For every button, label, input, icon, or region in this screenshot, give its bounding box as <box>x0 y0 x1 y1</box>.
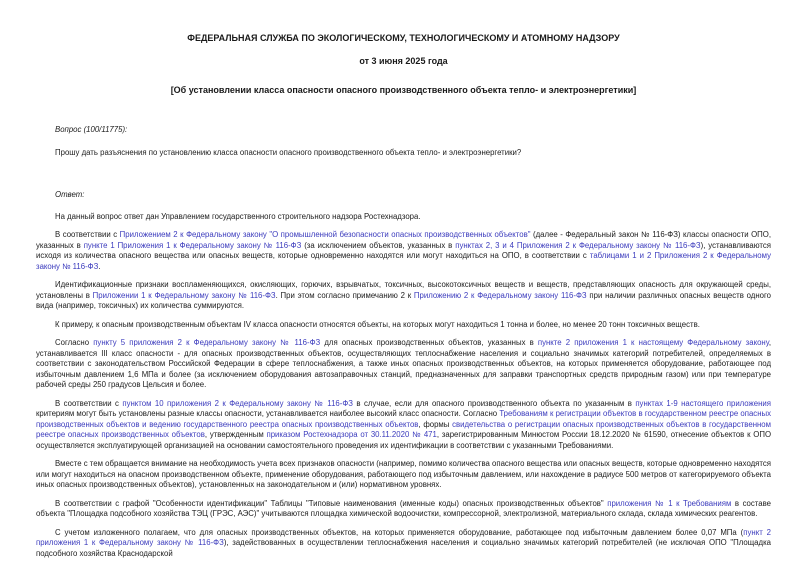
paragraph-text: Идентификационные признаки воспламеняющихся, окисляющих, горючих, взрывчатых, токсичных, высокотоксичных веществ и веществ, представляющих опасность для окружающей среды, установлены в <box>36 280 771 300</box>
paragraph-text: В соответствии с <box>55 398 123 408</box>
legal-reference-link[interactable]: пункт 2 приложения 1 к Федеральному закону № 116-ФЗ <box>36 527 772 547</box>
paragraph-text: для опасных производственных объектов, указанных в <box>320 338 538 347</box>
paragraph-text: В соответствии с <box>55 230 120 239</box>
question-label: Вопрос (100/11775): <box>55 125 128 134</box>
legal-reference-link[interactable]: пунктах 1-9 настоящего приложения <box>635 398 771 408</box>
paragraph-text: На данный вопрос ответ дан Управлением государственного строительного надзора Ростехнадзора. <box>55 211 421 221</box>
legal-reference-link[interactable]: Требованиям к регистрации объектов в государственном реестре опасных производственных объектов и ведению государственного реестра опасных производственных объектов <box>36 409 772 429</box>
document-title: [Об установлении класса опасности опасного производственного объекта тепло- и электроэнергетики] <box>170 85 637 95</box>
legal-reference-link[interactable]: таблицами 1 и 2 Приложения 2 к Федеральному закону № 116-ФЗ <box>36 251 771 271</box>
document-date: от 3 июня 2025 года <box>359 56 448 66</box>
answer-paragraph <box>36 459 771 491</box>
legal-reference-link[interactable]: приложения № 1 к Требованиям <box>607 498 732 508</box>
paragraph-text: критериям могут быть установлены разные классы опасности, устанавливается наиболее высокий класс опасности. Согласно <box>36 409 500 418</box>
answer-paragraph <box>36 320 771 331</box>
paragraph-text: ), устанавливаются исходя из количества опасного вещества или опасных веществ, которые одновременно находятся или могут находиться на ОПО, в соответствии с <box>36 240 771 260</box>
legal-reference-link[interactable]: Приложении 1 к Федеральному закону № 116-ФЗ <box>92 290 276 300</box>
paragraph-text: . <box>98 261 101 271</box>
legal-reference-link[interactable]: приказом Ростехнадзора от 30.11.2020 № 471 <box>266 430 437 439</box>
paragraph-text: в случае, если для опасного производственного объекта по указанным в <box>352 398 636 408</box>
paragraph-text: Согласно <box>55 338 94 347</box>
answer-paragraph <box>36 230 771 272</box>
answer-paragraph <box>36 338 771 391</box>
answer-paragraph <box>36 528 771 560</box>
legal-reference-link[interactable]: Приложению 2 к Федеральному закону 116-ФЗ <box>413 290 587 300</box>
paragraph-text: С учетом изложенного полагаем, что для опасных производственных объектов, на которых применяется оборудование, работающее под избыточным давлением более 0,07 МПа ( <box>55 527 744 537</box>
legal-reference-link[interactable]: Приложением 2 к Федеральному закону "О промышленной безопасности опасных производственных объектов" <box>119 230 531 239</box>
paragraph-text: , формы <box>418 419 453 429</box>
answer-paragraph <box>36 499 771 520</box>
paragraph-text: в составе объекта "Площадка подсобного хозяйства ТЭЦ (ГРЭС, АЭС)" учитываются площадка химической водоочистки, компрессорной, электролизной, материального склада, склада химических реагентов. <box>36 498 771 518</box>
answer-paragraph <box>36 399 771 452</box>
question-text: Прошу дать разъяснения по установлению класса опасности опасного производственного объекта тепло- и электроэнергетики? <box>55 147 522 157</box>
paragraph-text: . При этом согласно примечанию 2 к <box>275 290 414 300</box>
legal-reference-link[interactable]: пункте 1 Приложения 1 к Федеральному закону № 116-ФЗ <box>83 240 302 250</box>
paragraph-text: К примеру, к опасным производственным объектам IV класса опасности относятся объекты, на которых могут находиться 1 тонна и более, но менее 20 тонн токсичных веществ. <box>55 319 700 329</box>
paragraph-text: при наличии различных опасных веществ одного вида (например, токсичных) их количества суммируются. <box>36 290 771 310</box>
answer-paragraph <box>36 280 771 312</box>
paragraph-text: (далее - Федеральный закон № 116-ФЗ) классы опасности ОПО, указанных в <box>36 230 772 250</box>
answer-label: Ответ: <box>55 190 85 199</box>
paragraph-text: , утвержденным <box>204 430 267 439</box>
paragraph-text: , зарегистрированным Минюстом России 18.12.2020 № 61590, отнесение объектов к ОПО осуществляется эксплуатирующей организацией на основании самостоятельного проведения их идентификации в соответствии с указанными Требованиями. <box>36 430 772 450</box>
paragraph-text: ), задействованных в осуществлении теплоснабжения населения и социально значимых категорий потребителей (не исключая ОПО "Площадка подсобного хозяйства Краснодарской <box>36 538 771 558</box>
document-agency-title: ФЕДЕРАЛЬНАЯ СЛУЖБА ПО ЭКОЛОГИЧЕСКОМУ, ТЕХНОЛОГИЧЕСКОМУ И АТОМНОМУ НАДЗОРУ <box>187 33 620 43</box>
answer-body <box>36 212 771 560</box>
answer-paragraph <box>36 212 771 223</box>
legal-reference-link[interactable]: пунктом 10 приложения 2 к Федеральному закону № 116-ФЗ <box>122 398 353 408</box>
paragraph-text: , устанавливается III класс опасности - для опасных производственных объектов, осуществляющих теплоснабжение населения и социально значимых категорий потребителей, определяемых в соответствии с законодательством Российской Федерации в сфере теплоснабжения, а также иных опасных производственных объектов, на которых применяется оборудование, работающее под избыточным давлением 1,6 МПа и более (за исключением оборудования автозаправочных станций, предназначенных для заправки транспортных средств природным газом) или при температуре рабочей среды 250 градусов Цельсия и более. <box>36 338 772 389</box>
paragraph-text: Вместе с тем обращается внимание на необходимость учета всех признаков опасности (например, помимо количества опасного вещества или опасных веществ, которые одновременно находятся или могут находиться на опасном производственном объекте, применение оборудования, работающего под избыточным давлением, или нахождение в радиусе 500 метров от категорируемого объекта иных опасных производственных объектов), установленных на законодательном и (или) нормативном уровнях. <box>36 459 771 489</box>
legal-reference-link[interactable]: пункту 5 приложения 2 к Федеральному закону № 116-ФЗ <box>93 338 321 347</box>
paragraph-text: (за исключением объектов, указанных в <box>301 240 456 250</box>
legal-reference-link[interactable]: пунктах 2, 3 и 4 Приложения 2 к Федеральному закону № 116-ФЗ <box>455 240 701 250</box>
legal-reference-link[interactable]: пункте 2 приложения 1 к настоящему Федеральному закону <box>537 338 769 347</box>
paragraph-text: В соответствии с графой "Особенности идентификации" Таблицы "Типовые наименования (именные коды) опасных производственных объектов" <box>55 498 608 508</box>
legal-reference-link[interactable]: свидетельства о регистрации опасных производственных объектов в государственном реестре опасных производственных объектов <box>36 419 771 439</box>
